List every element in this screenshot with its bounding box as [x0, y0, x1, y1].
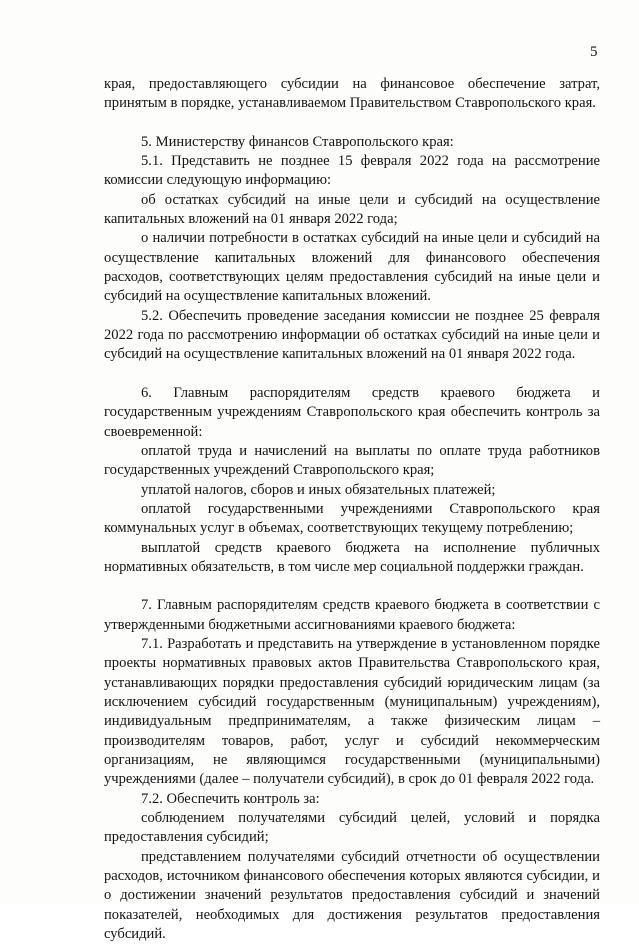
paragraph-item-5-2: 5.2. Обеспечить проведение заседания комиссии не позднее 25 февраля 2022 года по рассмотрению информации об остатках субсидий на иные цели и субсидий на осуществление капитальных вложений на 01 января 2022 года.: [104, 307, 600, 363]
paragraph-reporting: представлением получателями субсидий отчетности об осуществлении расходов, источником финансового обеспечения которых являются субсидии, и о достижении значений результатов предоставления субсидий и значений показателей, необходимых для достижения результатов предоставления субсидий.: [104, 848, 600, 943]
paragraph-taxes: уплатой налогов, сборов и иных обязательных платежей;: [141, 481, 496, 498]
paragraph-compliance: соблюдением получателями субсидий целей, условий и порядка предоставления субсидий;: [104, 810, 600, 846]
paragraph-subsidy-balances: об остатках субсидий на иные цели и субсидий на осуществление капитальных вложений на 01 января 2022 года;: [104, 191, 600, 228]
paragraph-item-5: 5. Министерству финансов Ставропольского края:: [141, 133, 454, 150]
document-body: [104, 75, 600, 944]
paragraph-continuation: края, предоставляющего субсидии на финансовое обеспечение затрат, принятым в порядке, устанавливаемом Правительством Ставропольского края.: [104, 76, 600, 112]
paragraph-item-7-2: 7.2. Обеспечить контроль за:: [141, 790, 320, 807]
paragraph-item-6: 6. Главным распорядителям средств краевого бюджета и государственным учреждениям Ставропольского края обеспечить контроль за своевременной:: [104, 384, 600, 440]
paragraph-public-obligations: выплатой средств краевого бюджета на исполнение публичных нормативных обязательств, в том числе мер социальной поддержки граждан.: [104, 539, 600, 575]
paragraph-item-5-1: 5.1. Представить не позднее 15 февраля 2022 года на рассмотрение комиссии следующую информацию:: [104, 153, 600, 189]
paragraph-item-7: 7. Главным распорядителям средств краевого бюджета в соответствии с утвержденными бюджетными ассигнованиями краевого бюджета:: [104, 597, 600, 633]
paragraph-wages: оплатой труда и начислений на выплаты по оплате труда работников государственных учреждений Ставропольского края;: [104, 442, 600, 479]
page-number: 5: [590, 44, 598, 60]
paragraph-item-7-1: 7.1. Разработать и представить на утверждение в установленном порядке проекты нормативных правовых актов Правительства Ставропольского края, устанавливающих порядки предоставления субсидий юридическим лицам (за исключением субсидий государственным (муниципальным) учреждениям), индивидуальным предпринимателям, а также физическим лицам – производителям товаров, работ, услуг и субсидий некоммерческим организациям, не являющимся государственными (муниципальными) учреждениями (далее – получатели субсидий), в срок до 01 февраля 2022 года.: [104, 635, 600, 788]
paragraph-subsidy-needs: о наличии потребности в остатках субсидий на иные цели и субсидий на осуществление капитальных вложений для финансового обеспечения расходов, соответствующих целям предоставления субсидий на иные цели и субсидий на осуществление капитальных вложений.: [104, 230, 600, 305]
paragraph-utilities: оплатой государственными учреждениями Ставропольского края коммунальных услуг в объемах, соответствующих текущему потреблению;: [104, 500, 600, 537]
